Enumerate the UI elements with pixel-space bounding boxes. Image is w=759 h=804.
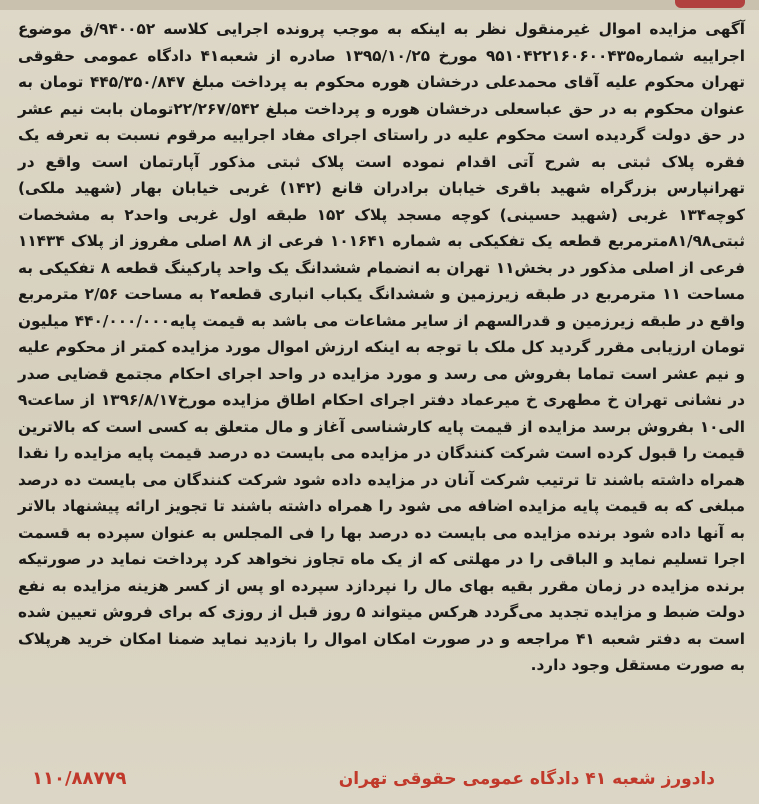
notice-footer: [18, 762, 745, 798]
reference-number: ۱۱۰/۸۸۷۷۹: [32, 768, 127, 789]
auction-notice: [18, 16, 745, 679]
top-border-strip: [0, 0, 759, 10]
signature-line: دادورز شعبه ۴۱ دادگاه عمومی حقوقی تهران: [338, 769, 715, 789]
notice-body: آگهی مزایده اموال غیرمنقول نظر به اینکه به موجب پرونده اجرایی کلاسه ۹۴۰۰۵۲/ق موضوع اجراییه شماره۹۵۱۰۴۲۲۱۶۰۶۰۰۴۳۵ مورخ ۱۳۹۵/۱۰/۲۵ صادره از شعبه۴۱ دادگاه عمومی حقوقی تهران محکوم علیه آقای محمدعلی درخشان هوره محکوم به پرداخت مبلغ ۴۴۵/۳۵۰/۸۴۷ تومان به عنوان محکوم به در حق عباسعلی درخشان هوره و پرداخت مبلغ ۲۲/۲۶۷/۵۴۲تومان بابت نیم عشر در حق دولت گردیده است محکوم علیه در راستای اجرای مفاد اجراییه مرقوم نسبت به تعرفه یک فقره پلاک ثبتی به شرح آتی اقدام نموده است پلاک ثبتی مذکور آپارتمان است واقع در تهرانپارس بزرگراه شهید باقری خیابان برادران قانع (۱۴۲) غربی خیابان بهار (شهید ملکی) کوچه۱۳۴ غربی (شهید حسینی) کوچه مسجد پلاک ۱۵۲ طبقه اول غربی واحد۲ به مشخصات ثبتی۸۱/۹۸مترمربع قطعه یک تفکیکی به شماره ۱۰۱۶۴۱ فرعی از ۸۸ اصلی مفروز از پلاک ۱۱۴۳۴ فرعی از اصلی مذکور در بخش۱۱ تهران به انضمام ششدانگ یک واحد پارکینگ قطعه ۸ تفکیکی به مساحت ۱۱ مترمربع در طبقه زیرزمین و ششدانگ یکباب انباری قطعه۲ به مساحت ۲/۵۶ مترمربع واقع در طبقه زیرزمین و قدرالسهم از سایر مشاعات می باشد به قیمت پایه۴۴۰/۰۰۰/۰۰۰ میلیون تومان ارزیابی مقرر گردید کل ملک با توجه به اینکه ارزش اموال مورد مزایده کمتر از محکوم علیه و نیم عشر است تماما بفروش می رسد و مورد مزایده در واحد اجرای احکام مجتمع قضایی صدر در نشانی تهران خ مطهری خ میرعماد دفتر اجرای احکام اطاق مزایده مورخ۱۳۹۶/۸/۱۷ از ساعت۹ الی۱۰ بفروش برسد مزایده از قیمت پایه کارشناسی آغاز و مال متعلق به کسی است که بالاترین قیمت را قبول کرده است شرکت کنندگان در مزایده می بایست ده درصد قیمت پایه مزایده را نقدا همراه داشته باشند تا ترتیب شرکت آنان در مزایده داده شود شرکت کنندگان می بایست ده درصد مبلغی که به قیمت پایه مزایده اضافه می شود را همراه داشته باشند تا تجویز ارائه پیشنهاد بالاتر به آنها داده شود برنده مزایده می بایست ده درصد بها را فی المجلس به عنوان سپرده به قسمت اجرا تسلیم نماید و الباقی را در مهلتی که از یک ماه تجاوز نخواهد کرد پرداخت نماید در صورتیکه برنده مزایده در زمان مقرر بقیه بهای مال را نپردازد سپرده او پس از کسر هزینه مزایده به نفع دولت ضبط و مزایده تجدید می‌گردد هرکس میتواند ۵ روز قبل از روزی که برای فروش تعیین شده است به دفتر شعبه ۴۱ مراجعه و در صورت امکان اموال را بازدید نماید ضمنا امکان خرید هرپلاک به صورت مستقل وجود دارد.: [18, 20, 746, 674]
header-badge: [675, 0, 745, 8]
